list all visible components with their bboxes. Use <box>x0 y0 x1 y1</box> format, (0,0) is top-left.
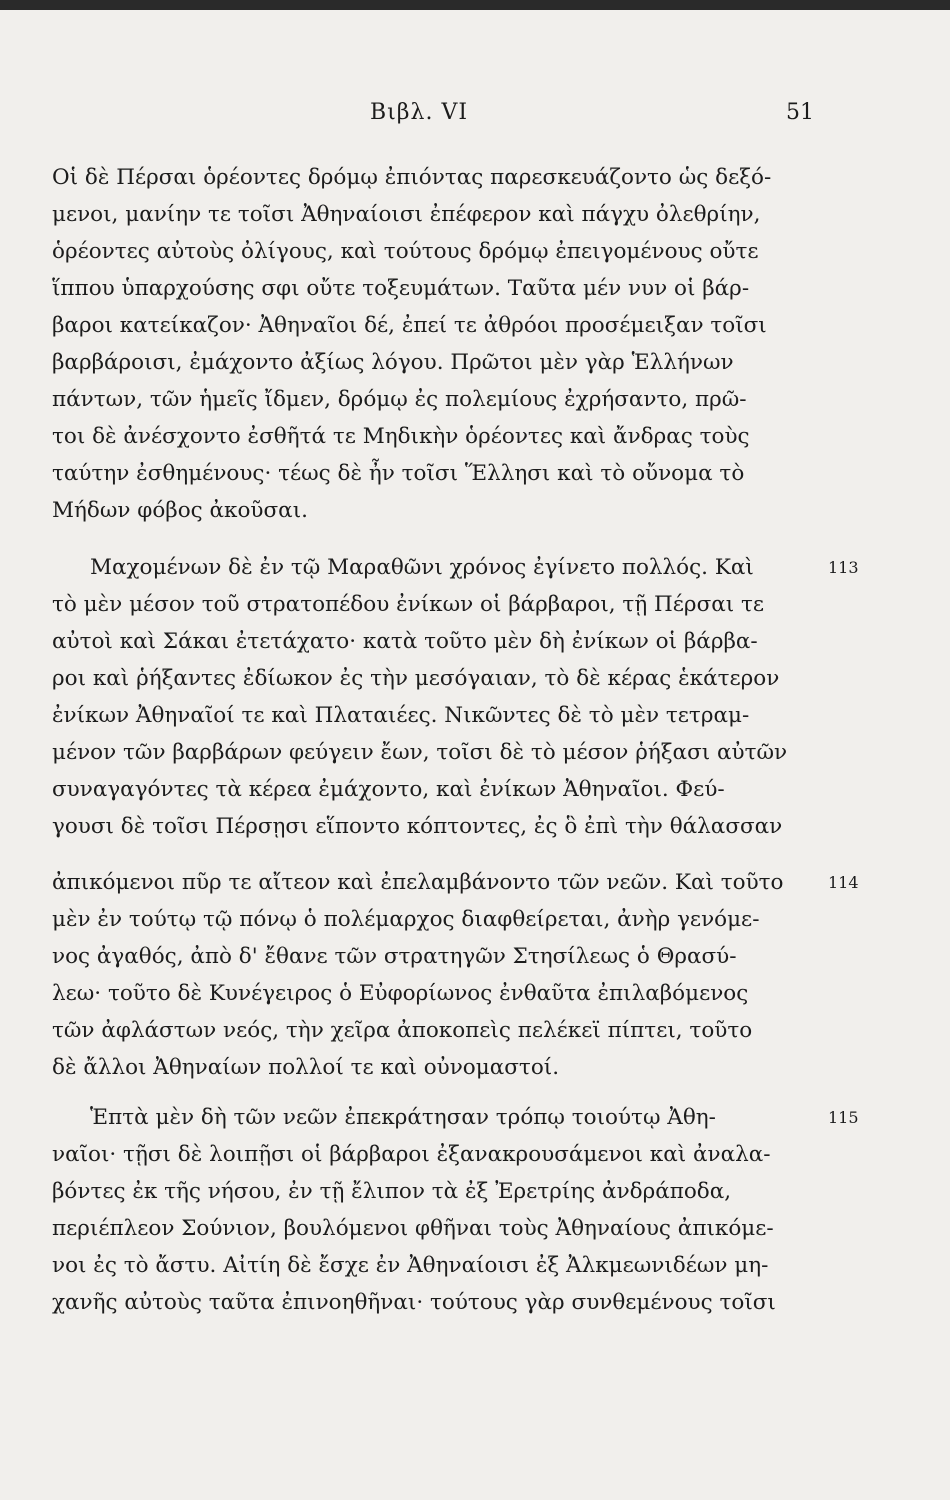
text-line: μένον τῶν βαρβάρων φεύγειν ἔων, τοῖσι δὲ τὸ μέσον ῥήξασι αὐτῶν <box>52 740 788 765</box>
text-line: τοι δὲ ἀνέσχοντο ἐσθῆτά τε Μηδικὴν ὁρέοντες καὶ ἄνδρας τοὺς <box>52 424 750 449</box>
text-line: χανῆς αὐτοὺς ταῦτα ἐπινοηθῆναι· τούτους γὰρ συνθεμένους τοῖσι <box>52 1290 776 1315</box>
text-line: Μαχομένων δὲ ἐν τῷ Μαραθῶνι χρόνος ἐγίνετο πολλός. Καὶ <box>90 555 754 580</box>
text-line: αὐτοὶ καὶ Σάκαι ἐτετάχατο· κατὰ τοῦτο μὲν δὴ ἐνίκων οἱ βάρβα- <box>52 629 758 654</box>
text-line: βόντες ἐκ τῆς νήσου, ἐν τῇ ἔλιπον τὰ ἐξ Ἐρετρίης ἀνδράποδα, <box>52 1179 732 1204</box>
text-line: ναῖοι· τῇσι δὲ λοιπῇσι οἱ βάρβαροι ἐξανακρουσάμενοι καὶ ἀναλα- <box>52 1142 771 1167</box>
text-line: Οἱ δὲ Πέρσαι ὁρέοντες δρόμῳ ἐπιόντας παρεσκευάζοντο ὡς δεξό- <box>52 165 772 190</box>
text-line: ἐνίκων Ἀθηναῖοί τε καὶ Πλαταιέες. Νικῶντες δὲ τὸ μὲν τετραμ- <box>52 703 750 728</box>
chapter-number: 115 <box>828 1108 859 1127</box>
text-line: ἵππου ὑπαρχούσης σφι οὔτε τοξευμάτων. Ταῦτα μέν νυν οἱ βάρ- <box>52 276 750 301</box>
text-line: μὲν ἐν τούτῳ τῷ πόνῳ ὁ πολέμαρχος διαφθείρεται, ἀνὴρ γενόμε- <box>52 907 760 932</box>
text-line: συναγαγόντες τὰ κέρεα ἐμάχοντο, καὶ ἐνίκων Ἀθηναῖοι. Φεύ- <box>52 777 725 802</box>
text-line: ἀπικόμενοι πῦρ τε αἴτεον καὶ ἐπελαμβάνοντο τῶν νεῶν. Καὶ τοῦτο <box>52 870 784 895</box>
text-line: ὁρέοντες αὐτοὺς ὀλίγους, καὶ τούτους δρόμῳ ἐπειγομένους οὔτε <box>52 239 759 264</box>
text-line: ταύτην ἐσθημένους· τέως δὲ ἦν τοῖσι Ἕλλησι καὶ τὸ οὔνομα τὸ <box>52 461 745 486</box>
text-line: Ἑπτὰ μὲν δὴ τῶν νεῶν ἐπεκράτησαν τρόπῳ τοιούτῳ Ἀθη- <box>90 1105 716 1130</box>
text-line: γουσι δὲ τοῖσι Πέρσῃσι εἵποντο κόπτοντες, ἐς ὃ ἐπὶ τὴν θάλασσαν <box>52 814 783 839</box>
text-line: νοι ἐς τὸ ἄστυ. Αἰτίη δὲ ἔσχε ἐν Ἀθηναίοισι ἐξ Ἀλκμεωνιδέων μη- <box>52 1253 769 1278</box>
text-line: βαροι κατείκαζον· Ἀθηναῖοι δέ, ἐπεί τε ἀθρόοι προσέμειξαν τοῖσι <box>52 313 767 338</box>
text-line: νος ἀγαθός, ἀπὸ δ' ἔθανε τῶν στρατηγῶν Στησίλεως ὁ Θρασύ- <box>52 944 737 969</box>
book-page <box>0 10 950 1500</box>
text-line: δὲ ἄλλοι Ἀθηναίων πολλοί τε καὶ οὐνομαστοί. <box>52 1055 560 1080</box>
page-number: 51 <box>786 100 814 125</box>
text-line: πάντων, τῶν ἡμεῖς ἴδμεν, δρόμῳ ἐς πολεμίους ἐχρήσαντο, πρῶ- <box>52 387 747 412</box>
page-header <box>0 100 950 136</box>
text-line: λεω· τοῦτο δὲ Κυνέγειρος ὁ Εὐφορίωνος ἐνθαῦτα ἐπιλαβόμενος <box>52 981 749 1006</box>
text-line: ροι καὶ ῥήξαντες ἐδίωκον ἐς τὴν μεσόγαιαν, τὸ δὲ κέρας ἑκάτερον <box>52 666 780 691</box>
text-line: τὸ μὲν μέσον τοῦ στρατοπέδου ἐνίκων οἱ βάρβαροι, τῇ Πέρσαι τε <box>52 592 765 617</box>
text-line: Μήδων φόβος ἀκοῦσαι. <box>52 498 308 523</box>
text-line: βαρβάροισι, ἐμάχοντο ἀξίως λόγου. Πρῶτοι μὲν γὰρ Ἑλλήνων <box>52 350 734 375</box>
text-line: μενοι, μανίην τε τοῖσι Ἀθηναίοισι ἐπέφερον καὶ πάγχυ ὀλεθρίην, <box>52 202 761 227</box>
chapter-number: 114 <box>828 873 859 892</box>
text-line: περιέπλεον Σούνιον, βουλόμενοι φθῆναι τοὺς Ἀθηναίους ἀπικόμε- <box>52 1216 774 1241</box>
text-line: τῶν ἀφλάστων νεός, τὴν χεῖρα ἀποκοπεὶς πελέκεϊ πίπτει, τοῦτο <box>52 1018 753 1043</box>
scan-top-edge <box>0 0 950 10</box>
chapter-number: 113 <box>828 558 859 577</box>
running-head: Βιβλ. VI <box>370 100 469 125</box>
